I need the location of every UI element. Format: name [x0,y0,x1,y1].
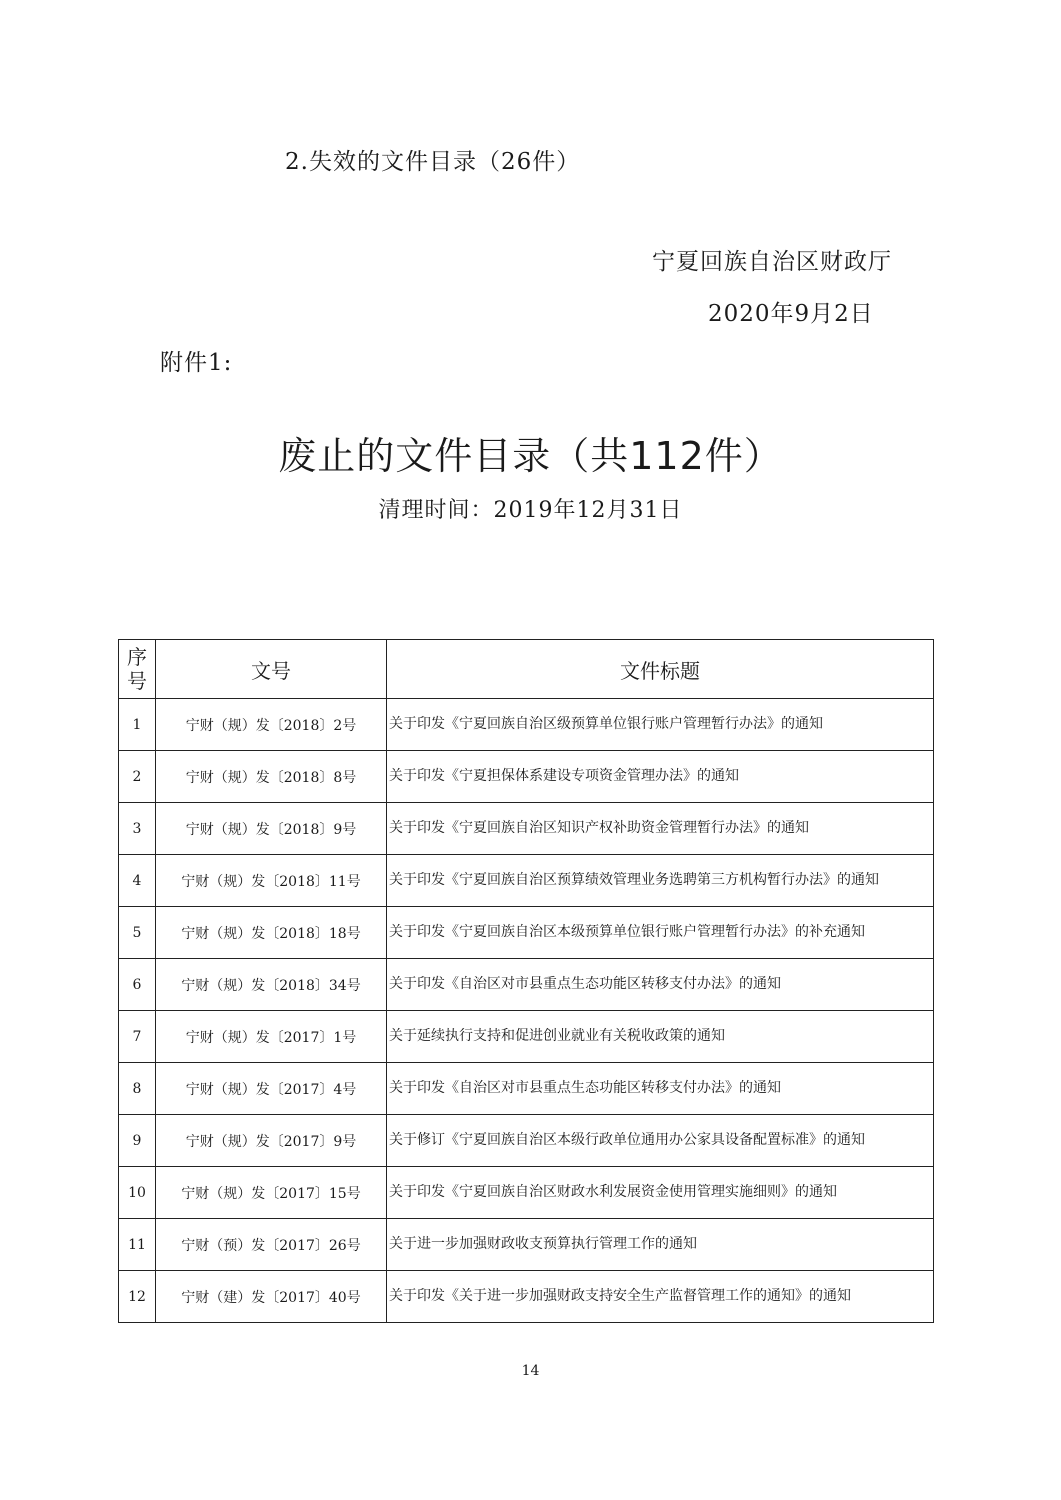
row-doc-no: 宁财（规）发〔2017〕9号 [156,1115,387,1167]
table-row [119,1063,934,1115]
table-row [119,699,934,751]
row-doc-no: 宁财（规）发〔2018〕8号 [156,751,387,803]
row-doc-title: 关于印发《宁夏担保体系建设专项资金管理办法》的通知 [387,751,934,803]
table-row [119,959,934,1011]
row-seq: 2 [119,751,156,803]
table-row [119,1219,934,1271]
row-doc-no: 宁财（规）发〔2017〕1号 [156,1011,387,1063]
row-doc-title: 关于修订《宁夏回族自治区本级行政单位通用办公家具设备配置标准》的通知 [387,1115,934,1167]
row-doc-title: 关于印发《自治区对市县重点生态功能区转移支付办法》的通知 [387,1063,934,1115]
row-seq: 3 [119,803,156,855]
row-doc-no: 宁财（规）发〔2018〕9号 [156,803,387,855]
cleanup-time: 清理时间：2019年12月31日 [378,498,683,523]
table-row [119,751,934,803]
table-row [119,855,934,907]
lost-validity-catalog-line: 2.失效的文件目录（26件） [285,149,581,175]
row-doc-no: 宁财（规）发〔2018〕34号 [156,959,387,1011]
table-row [119,1271,934,1323]
table-row [119,1167,934,1219]
row-seq: 6 [119,959,156,1011]
row-seq: 10 [119,1167,156,1219]
row-doc-no: 宁财（规）发〔2018〕18号 [156,907,387,959]
row-doc-title: 关于印发《宁夏回族自治区级预算单位银行账户管理暂行办法》的通知 [387,699,934,751]
table-row [119,803,934,855]
row-doc-title: 关于延续执行支持和促进创业就业有关税收政策的通知 [387,1011,934,1063]
row-doc-title: 关于印发《宁夏回族自治区知识产权补助资金管理暂行办法》的通知 [387,803,934,855]
row-seq: 12 [119,1271,156,1323]
column-header-seq: 序 号 [119,640,156,699]
row-seq: 7 [119,1011,156,1063]
attachment-label: 附件1: [160,350,233,376]
page-title: 废止的文件目录（共112件） [278,434,783,478]
row-doc-title: 关于印发《自治区对市县重点生态功能区转移支付办法》的通知 [387,959,934,1011]
row-doc-no: 宁财（规）发〔2018〕2号 [156,699,387,751]
issuing-authority: 宁夏回族自治区财政厅 [652,249,892,275]
table-row [119,1011,934,1063]
table-row [119,1115,934,1167]
row-doc-title: 关于印发《关于进一步加强财政支持安全生产监督管理工作的通知》的通知 [387,1271,934,1323]
row-doc-no: 宁财（预）发〔2017〕26号 [156,1219,387,1271]
column-header-doc-title: 文件标题 [387,640,934,699]
row-doc-no: 宁财（规）发〔2018〕11号 [156,855,387,907]
row-seq: 4 [119,855,156,907]
row-doc-title: 关于印发《宁夏回族自治区预算绩效管理业务选聘第三方机构暂行办法》的通知 [387,855,934,907]
row-seq: 9 [119,1115,156,1167]
abolished-documents-table [118,639,934,1323]
row-seq: 8 [119,1063,156,1115]
table-body [119,699,934,1323]
row-doc-no: 宁财（规）发〔2017〕15号 [156,1167,387,1219]
row-seq: 1 [119,699,156,751]
page-number: 14 [521,1363,540,1379]
column-header-doc-no: 文号 [156,640,387,699]
row-doc-no: 宁财（建）发〔2017〕40号 [156,1271,387,1323]
row-seq: 11 [119,1219,156,1271]
table-row [119,907,934,959]
row-seq: 5 [119,907,156,959]
table-header-row [119,640,934,699]
row-doc-title: 关于印发《宁夏回族自治区财政水利发展资金使用管理实施细则》的通知 [387,1167,934,1219]
row-doc-title: 关于印发《宁夏回族自治区本级预算单位银行账户管理暂行办法》的补充通知 [387,907,934,959]
row-doc-no: 宁财（规）发〔2017〕4号 [156,1063,387,1115]
issue-date: 2020年9月2日 [708,301,874,327]
row-doc-title: 关于进一步加强财政收支预算执行管理工作的通知 [387,1219,934,1271]
